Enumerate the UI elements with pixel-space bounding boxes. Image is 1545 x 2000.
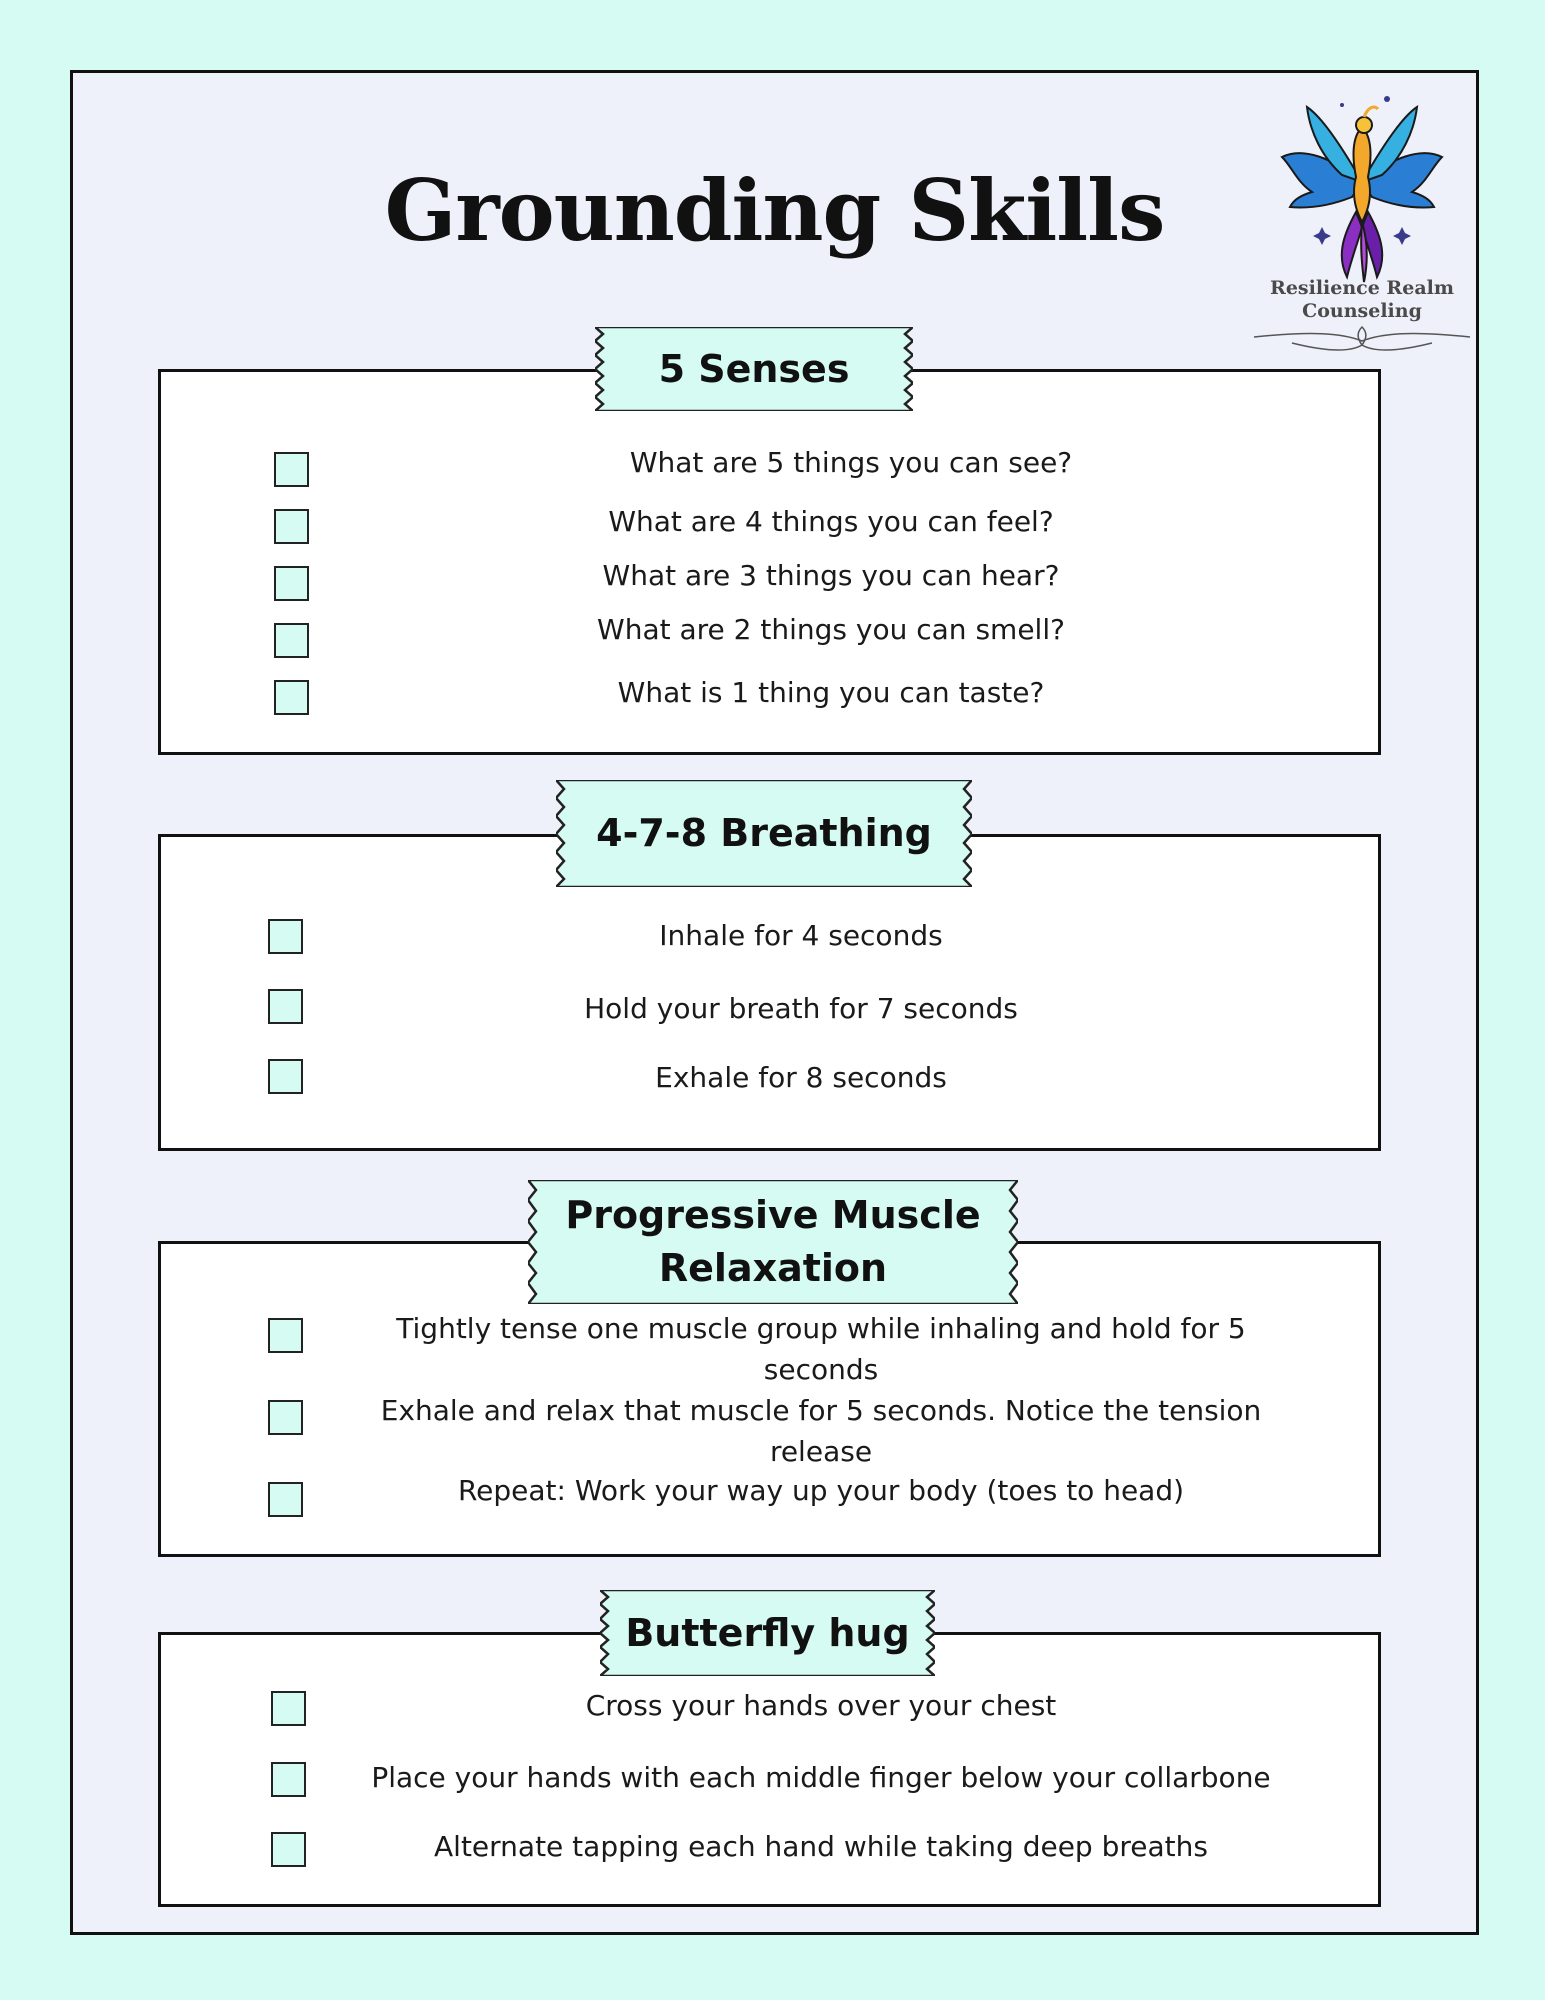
item-text: Repeat: Work your way up your body (toes to head) <box>457 1474 1185 1507</box>
logo-flourish <box>1252 323 1472 363</box>
item-text: What are 4 things you can feel? <box>608 505 1054 538</box>
checkbox[interactable] <box>268 1482 303 1517</box>
checkbox[interactable] <box>271 1691 306 1726</box>
checkbox[interactable] <box>274 452 309 487</box>
section-tab-breathing <box>556 780 972 887</box>
logo-text <box>1252 277 1472 323</box>
item-text: What are 2 things you can smell? <box>597 613 1065 646</box>
item-text: Exhale for 8 seconds <box>655 1061 947 1094</box>
section-heading: 4-7-8 Breathing <box>596 811 932 855</box>
checkbox[interactable] <box>274 680 309 715</box>
item-text: What is 1 thing you can taste? <box>617 676 1045 709</box>
checkbox[interactable] <box>268 1318 303 1353</box>
phoenix-icon <box>1252 87 1472 287</box>
page-title: Grounding Skills <box>384 161 1165 260</box>
checkbox[interactable] <box>274 566 309 601</box>
item-text: What are 5 things you can see? <box>629 446 1073 479</box>
item-text: Exhale and relax that muscle for 5 seconds. Notice the tension release <box>380 1394 1262 1468</box>
checkbox[interactable] <box>274 623 309 658</box>
checkbox[interactable] <box>268 919 303 954</box>
section-heading: Progressive Muscle Relaxation <box>565 1193 981 1290</box>
section-5-senses <box>158 369 1381 755</box>
checkbox[interactable] <box>271 1762 306 1797</box>
checkbox[interactable] <box>268 989 303 1024</box>
checkbox[interactable] <box>268 1059 303 1094</box>
item-text: Hold your breath for 7 seconds <box>584 992 1018 1025</box>
item-text: Inhale for 4 seconds <box>659 919 943 952</box>
worksheet-page <box>70 70 1479 1935</box>
logo-line-1: Resilience Realm <box>1270 277 1454 299</box>
section-tab-muscle-relaxation <box>528 1180 1018 1304</box>
logo-line-2: Counseling <box>1302 300 1422 322</box>
section-tab-5-senses <box>595 327 913 411</box>
item-text: Cross your hands over your chest <box>585 1689 1057 1722</box>
item-text: Place your hands with each middle finger below your collarbone <box>371 1761 1271 1794</box>
checkbox[interactable] <box>274 509 309 544</box>
checkbox[interactable] <box>271 1832 306 1867</box>
item-text: What are 3 things you can hear? <box>602 559 1060 592</box>
logo <box>1252 87 1472 347</box>
item-text: Tightly tense one muscle group while inhaling and hold for 5 seconds <box>396 1312 1246 1386</box>
section-heading: Butterfly hug <box>625 1610 910 1655</box>
section-tab-butterfly-hug <box>600 1590 935 1676</box>
item-text: Alternate tapping each hand while taking deep breaths <box>434 1830 1208 1863</box>
checkbox[interactable] <box>268 1400 303 1435</box>
section-heading: 5 Senses <box>658 346 850 391</box>
